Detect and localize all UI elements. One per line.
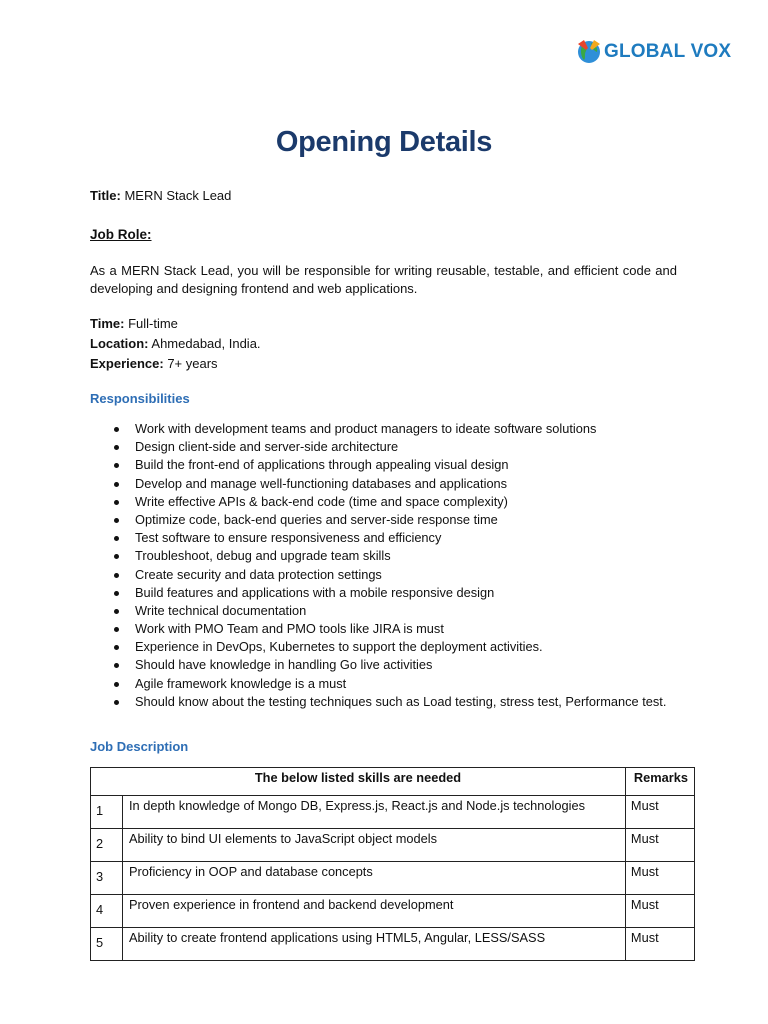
table-row <box>91 862 695 895</box>
row-number: 3 <box>91 862 123 895</box>
logo-text: GLOBAL VOX <box>604 41 732 62</box>
list-item: Develop and manage well-functioning databases and applications <box>90 475 666 493</box>
row-remark: Must <box>625 796 694 829</box>
experience-line <box>90 355 218 372</box>
remarks-column-header: Remarks <box>625 768 694 796</box>
title-value: MERN Stack Lead <box>124 188 232 203</box>
location-label: Location: <box>90 336 149 351</box>
row-number: 5 <box>91 928 123 961</box>
table-row <box>91 829 695 862</box>
list-item: Agile framework knowledge is a must <box>90 675 666 693</box>
time-line <box>90 315 178 332</box>
list-item: Experience in DevOps, Kubernetes to support the deployment activities. <box>90 638 666 656</box>
list-item: Build features and applications with a mobile responsive design <box>90 584 666 602</box>
list-item: Design client-side and server-side architecture <box>90 438 666 456</box>
skills-column-header: The below listed skills are needed <box>91 768 626 796</box>
title-label: Title: <box>90 188 121 203</box>
list-item: Write technical documentation <box>90 602 666 620</box>
location-line <box>90 335 261 352</box>
row-remark: Must <box>625 895 694 928</box>
job-description-heading: Job Description <box>90 739 189 754</box>
table-header-row <box>91 768 695 796</box>
experience-value: 7+ years <box>167 356 218 371</box>
title-line <box>90 187 231 204</box>
table-row <box>91 796 695 829</box>
row-remark: Must <box>625 829 694 862</box>
row-skill: Ability to create frontend applications using HTML5, Angular, LESS/SASS <box>123 928 626 961</box>
time-value: Full-time <box>128 316 178 331</box>
location-value: Ahmedabad, India. <box>151 336 261 351</box>
row-skill: Proficiency in OOP and database concepts <box>123 862 626 895</box>
list-item: Work with development teams and product managers to ideate software solutions <box>90 420 666 438</box>
job-role-text: As a MERN Stack Lead, you will be responsible for writing reusable, testable, and efficient code and developing and designing frontend and web applications. <box>90 263 677 296</box>
row-number: 4 <box>91 895 123 928</box>
list-item: Should know about the testing techniques such as Load testing, stress test, Performance test. <box>90 693 666 711</box>
company-logo <box>576 38 731 66</box>
row-remark: Must <box>625 862 694 895</box>
row-number: 1 <box>91 796 123 829</box>
row-number: 2 <box>91 829 123 862</box>
responsibilities-heading: Responsibilities <box>90 391 190 406</box>
experience-label: Experience: <box>90 356 164 371</box>
list-item: Build the front-end of applications through appealing visual design <box>90 456 666 474</box>
list-item: Create security and data protection settings <box>90 566 666 584</box>
list-item: Test software to ensure responsiveness and efficiency <box>90 529 666 547</box>
responsibilities-list <box>90 420 666 711</box>
row-remark: Must <box>625 928 694 961</box>
job-role-heading: Job Role: <box>90 227 152 242</box>
skills-table <box>90 767 695 961</box>
row-skill: In depth knowledge of Mongo DB, Express.js, React.js and Node.js technologies <box>123 796 626 829</box>
list-item: Troubleshoot, debug and upgrade team skills <box>90 547 666 565</box>
table-row <box>91 928 695 961</box>
list-item: Write effective APIs & back-end code (time and space complexity) <box>90 493 666 511</box>
list-item: Optimize code, back-end queries and server-side response time <box>90 511 666 529</box>
table-row <box>91 895 695 928</box>
time-label: Time: <box>90 316 125 331</box>
list-item: Work with PMO Team and PMO tools like JIRA is must <box>90 620 666 638</box>
list-item: Should have knowledge in handling Go live activities <box>90 656 666 674</box>
row-skill: Proven experience in frontend and backend development <box>123 895 626 928</box>
row-skill: Ability to bind UI elements to JavaScript object models <box>123 829 626 862</box>
globe-logo-icon <box>576 38 602 66</box>
page-title: Opening Details <box>275 126 493 158</box>
